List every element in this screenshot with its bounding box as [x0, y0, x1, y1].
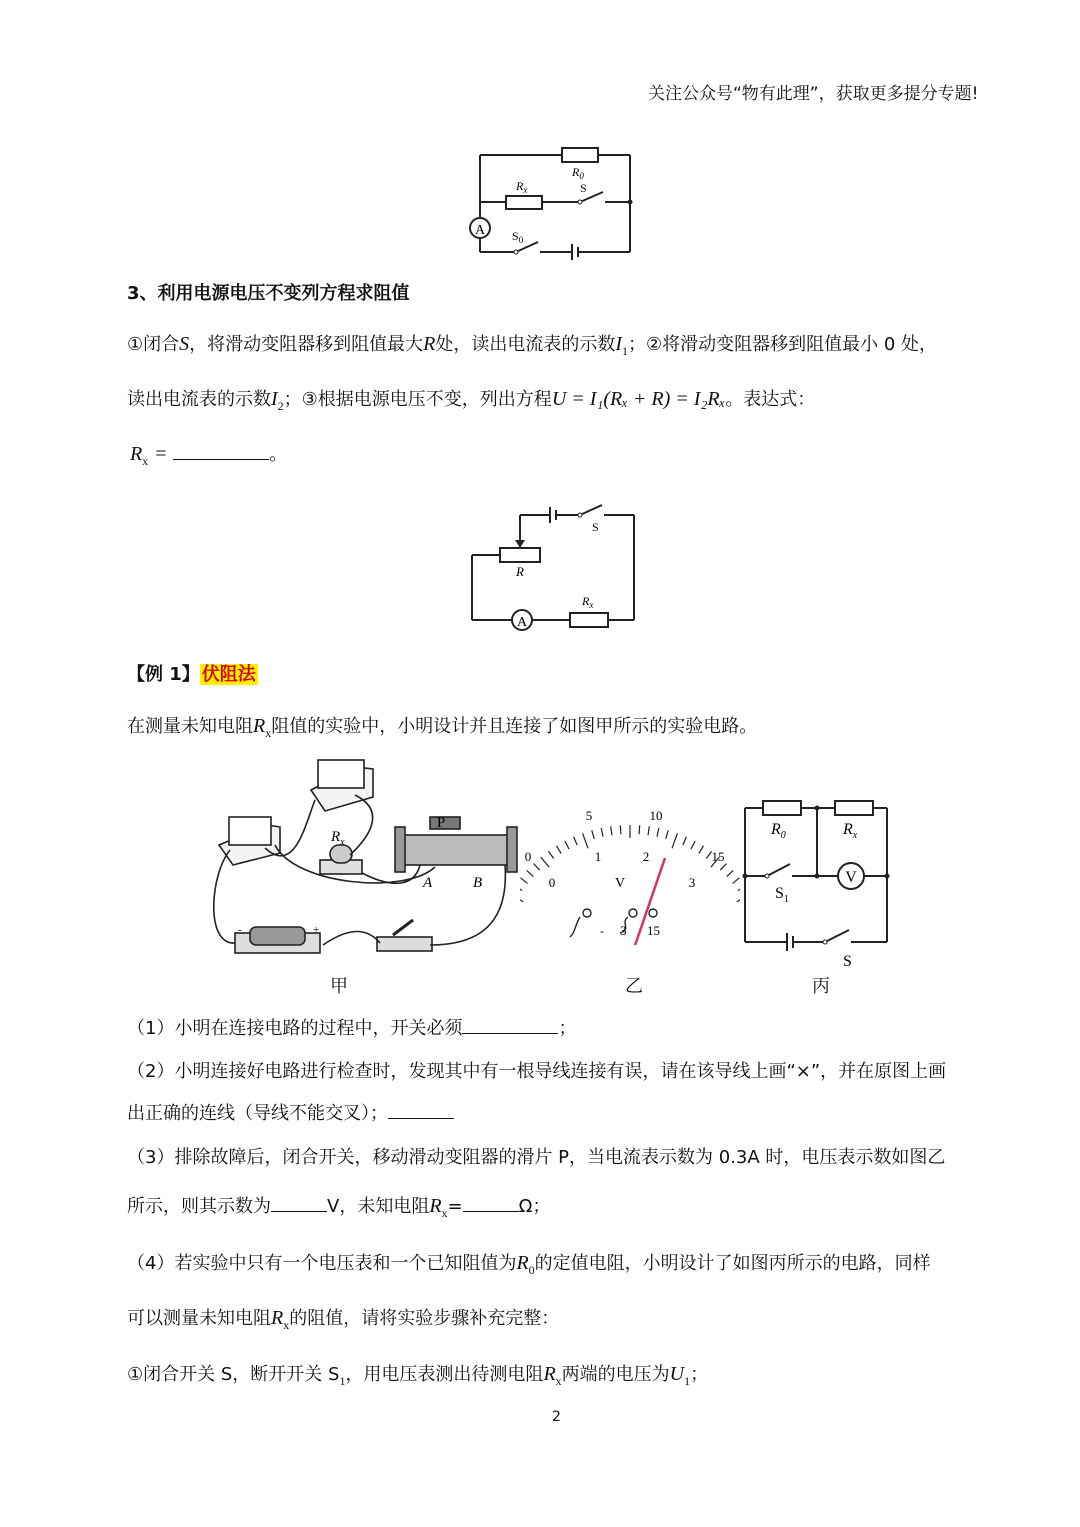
section3-answer: $R_x$ = 。	[130, 443, 288, 468]
bing-s-label: S	[843, 953, 852, 970]
terminal-3: 3	[620, 923, 627, 938]
dial-tick	[574, 837, 578, 845]
dial-tick	[520, 894, 523, 902]
dial-tick	[548, 851, 553, 858]
q3-voltage-blank[interactable]	[271, 1210, 327, 1212]
r-label: R	[516, 564, 524, 579]
svg-text:Rx: $R_x$	[516, 179, 528, 195]
dial-tick	[620, 825, 621, 834]
bing-s1-label: S	[775, 885, 784, 902]
dial-tick	[556, 846, 561, 854]
circuit-diagram-2	[462, 498, 642, 633]
dial-tick	[583, 833, 588, 848]
q2-blank[interactable]	[388, 1117, 454, 1119]
bing-r0-label: R	[771, 821, 781, 838]
dial-top-5: 5	[585, 808, 593, 823]
question-4-line2: 可以测量未知电阻$R_x$的阻值，请将实验步骤补充完整：	[127, 1307, 560, 1332]
dial-tick	[611, 826, 612, 835]
jia-rx-label: R	[331, 829, 341, 845]
dial-tick	[592, 830, 594, 839]
dial-tick	[520, 886, 522, 891]
jia-plus: +	[313, 924, 320, 936]
question-2-line1: （2）小明连接好电路进行检查时，发现其中有一根导线连接有误，请在该导线上画“×”，并在原图上画	[127, 1061, 947, 1082]
jia-p-label: P	[436, 815, 446, 831]
figure-yi-voltmeter	[520, 795, 740, 945]
dial-top-0: 0	[524, 849, 532, 864]
dial-tick	[691, 841, 695, 849]
section3-line1: ①闭合S，将滑动变阻器移到阻值最大R处，读出电流表的示数$I_1$；②将滑动变阻器移到阻值最小 0 处，	[127, 333, 938, 358]
ammeter-label: A	[474, 223, 486, 238]
dial-tick	[720, 864, 726, 871]
dial-tick	[639, 825, 640, 834]
dial-tick	[666, 830, 668, 839]
jia-a-label: A	[423, 875, 433, 891]
header-note: 关注公众号“物有此理”，获取更多提分专题!	[648, 84, 979, 104]
jia-b-label: B	[473, 875, 483, 891]
q3-resistance-blank[interactable]	[463, 1210, 519, 1212]
s-label: S	[580, 181, 587, 195]
dial-bottom-0: 0	[548, 875, 556, 890]
dial-unit: V	[614, 876, 626, 891]
page-number: 2	[552, 1409, 561, 1425]
dial-bottom-2: 2	[642, 849, 650, 864]
example-title: 伏阻法	[201, 664, 256, 685]
s0-label: S	[512, 229, 519, 243]
figure-bing-circuit	[735, 790, 895, 975]
dial-tick	[672, 833, 677, 848]
question-4-step1: ①闭合开关 S，断开开关 $S_1$，用电压表测出待测电阻$R_x$两端的电压为$U_1$；	[127, 1363, 709, 1388]
dial-tick	[699, 846, 704, 854]
section-heading: 3、利用电源电压不变列方程求阻值	[127, 283, 410, 304]
ammeter-label-2: A	[516, 615, 528, 630]
dial-top-10: 10	[649, 808, 663, 823]
q1-blank[interactable]	[462, 1032, 558, 1034]
caption-bing: 丙	[812, 976, 830, 997]
example-heading: 【例 1】 伏阻法	[127, 664, 256, 685]
dial-top-15: 15	[711, 849, 725, 864]
example-intro: 在测量未知电阻$R_x$阻值的实验中，小明设计并且连接了如图甲所示的实验电路。	[127, 715, 758, 740]
dial-tick	[648, 826, 649, 835]
figure-jia-apparatus	[205, 755, 535, 970]
section3-line2: 读出电流表的示数$I_2$；③根据电源电压不变，列出方程U = I₁(Rₓ + R) = I₂Rₓ。表达式：	[127, 388, 816, 413]
dial-tick	[520, 878, 527, 884]
svg-text:Rx: $R_x$	[843, 821, 858, 841]
svg-text:Rx: $R_x$	[582, 594, 594, 610]
svg-text:Rx: $R_x$	[331, 829, 345, 848]
svg-text:S1: $S_1$	[775, 885, 789, 905]
dial-tick	[601, 828, 603, 837]
r0-label: R	[572, 165, 580, 179]
question-3-line2: 所示，则其示数为 V，未知电阻$R_x= \Omega$；	[127, 1195, 551, 1220]
dial-ticks	[520, 825, 740, 902]
question-1: （1）小明在连接电路的过程中，开关必须 ；	[127, 1018, 577, 1039]
bing-rx-label: R	[843, 821, 853, 838]
question-4-line1: （4）若实验中只有一个电压表和一个已知阻值为$R_0$的定值电阻，小明设计了如图丙所示的电路，同样	[127, 1252, 931, 1277]
s-label-2: S	[592, 520, 599, 534]
svg-text:R0: $R_0$	[572, 165, 584, 181]
svg-text:S0: $S_0$	[512, 229, 524, 245]
equation: U = I₁(Rₓ + R) = I₂Rₓ	[551, 388, 726, 410]
bing-volt-label: V	[845, 869, 857, 886]
dial-tick	[683, 837, 687, 845]
dial-tick	[527, 870, 534, 876]
dial-bottom-3: 3	[688, 875, 696, 890]
dial-tick	[727, 870, 734, 876]
svg-text:R0: $R_0$	[771, 821, 786, 841]
caption-yi: 乙	[625, 976, 643, 997]
dial-tick	[657, 828, 659, 837]
dial-bottom-1: 1	[594, 849, 602, 864]
caption-jia: 甲	[330, 976, 348, 997]
question-3-line1: （3）排除故障后，闭合开关，移动滑动变阻器的滑片 P，当电流表示数为 0.3A 时，电压表示数如图乙	[127, 1147, 946, 1168]
terminal-minus: -	[600, 924, 604, 938]
dial-tick	[534, 864, 540, 871]
question-2-line2: 出正确的连线（导线不能交叉）；	[127, 1103, 454, 1125]
answer-blank[interactable]	[173, 458, 269, 460]
dial-tick	[541, 857, 549, 867]
rx-label: R	[516, 179, 524, 193]
terminal-15: 15	[647, 923, 660, 938]
jia-minus: -	[238, 924, 242, 936]
rx-label-2: R	[582, 594, 590, 608]
circuit-diagram-1	[468, 140, 638, 265]
dial-tick	[565, 841, 569, 849]
